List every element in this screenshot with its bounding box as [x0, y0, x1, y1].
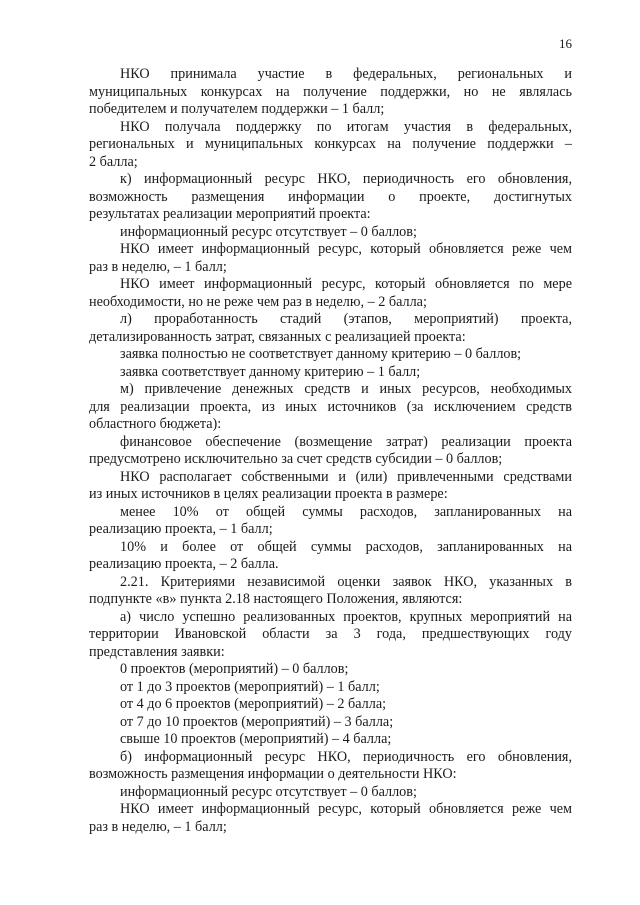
text-line: предусмотрено исключительно за счет средств субсидии – 0 баллов;: [89, 451, 503, 467]
text-line: результатах реализации мероприятий проекта:: [89, 206, 371, 222]
text-line: представления заявки:: [89, 643, 225, 660]
text-line: от 1 до 3 проектов (мероприятий) – 1 балл;: [120, 678, 380, 695]
text-line: НКО получала поддержку по итогам участия в федеральных,: [120, 118, 572, 135]
text-line: НКО имеет информационный ресурс, который обновляется реже чем: [120, 801, 572, 817]
text-line: возможность размещения информации о деятельности НКО:: [89, 766, 457, 782]
text-line: возможность размещения информации о проекте, достигнутых: [89, 188, 572, 205]
text-line: раз в неделю, – 1 балл;: [89, 258, 227, 275]
text-line: детализированность затрат, связанных с реализацией проекта:: [89, 328, 466, 345]
text-line: для реализации проекта, из иных источников (за исключением средств: [89, 398, 572, 415]
text-line: от 7 до 10 проектов (мероприятий) – 3 балла;: [120, 713, 394, 730]
text-line: б) информационный ресурс НКО, периодичность его обновления,: [120, 748, 572, 765]
text-line: НКО принимала участие в федеральных, региональных и: [120, 66, 572, 82]
text-line: м) привлечение денежных средств и иных ресурсов, необходимых: [120, 381, 572, 397]
text-line: региональных и муниципальных конкурсах на получение поддержки –: [89, 136, 572, 152]
text-line: менее 10% от общей суммы расходов, запланированных на: [120, 503, 572, 520]
body-text: [89, 66, 572, 836]
text-line: к) информационный ресурс НКО, периодичность его обновления,: [120, 171, 572, 187]
text-line: муниципальных конкурсах на получение поддержки, но не являлась: [89, 83, 572, 100]
text-line: 2.21. Критериями независимой оценки заявок НКО, указанных в: [120, 573, 572, 590]
text-line: раз в неделю, – 1 балл;: [89, 818, 227, 835]
text-line: информационный ресурс отсутствует – 0 баллов;: [120, 223, 417, 240]
text-line: 2 балла;: [89, 153, 138, 170]
text-line: необходимости, но не реже чем раз в неделю, – 2 балла;: [89, 293, 427, 310]
text-line: финансовое обеспечение (возмещение затрат) реализации проекта: [120, 433, 572, 450]
text-line: заявка полностью не соответствует данному критерию – 0 баллов;: [120, 346, 522, 362]
text-line: НКО располагает собственными и (или) привлеченными средствами: [120, 468, 572, 485]
text-line: 10% и более от общей суммы расходов, запланированных на: [120, 538, 572, 555]
text-line: от 4 до 6 проектов (мероприятий) – 2 балла;: [120, 696, 387, 712]
text-line: реализацию проекта, – 2 балла.: [89, 556, 279, 572]
text-line: информационный ресурс отсутствует – 0 баллов;: [120, 783, 417, 800]
text-line: л) проработанность стадий (этапов, мероприятий) проекта,: [120, 311, 572, 327]
text-line: НКО имеет информационный ресурс, который обновляется по мере: [120, 276, 572, 292]
text-line: свыше 10 проектов (мероприятий) – 4 балла;: [120, 731, 392, 747]
text-line: победителем и получателем поддержки – 1 балл;: [89, 101, 385, 117]
text-line: областного бюджета):: [89, 416, 222, 432]
text-line: а) число успешно реализованных проектов, крупных мероприятий на: [120, 608, 572, 625]
text-line: территории Ивановской области за 3 года, предшествующих году: [89, 626, 572, 642]
text-line: реализацию проекта, – 1 балл;: [89, 521, 273, 537]
page-number: 16: [559, 36, 572, 51]
text-line: подпункте «в» пункта 2.18 настоящего Положения, являются:: [89, 591, 463, 607]
text-line: 0 проектов (мероприятий) – 0 баллов;: [120, 661, 349, 677]
text-line: из иных источников в целях реализации проекта в размере:: [89, 486, 448, 502]
text-line: заявка соответствует данному критерию – 1 балл;: [120, 363, 421, 380]
text-line: НКО имеет информационный ресурс, который обновляется реже чем: [120, 241, 572, 257]
